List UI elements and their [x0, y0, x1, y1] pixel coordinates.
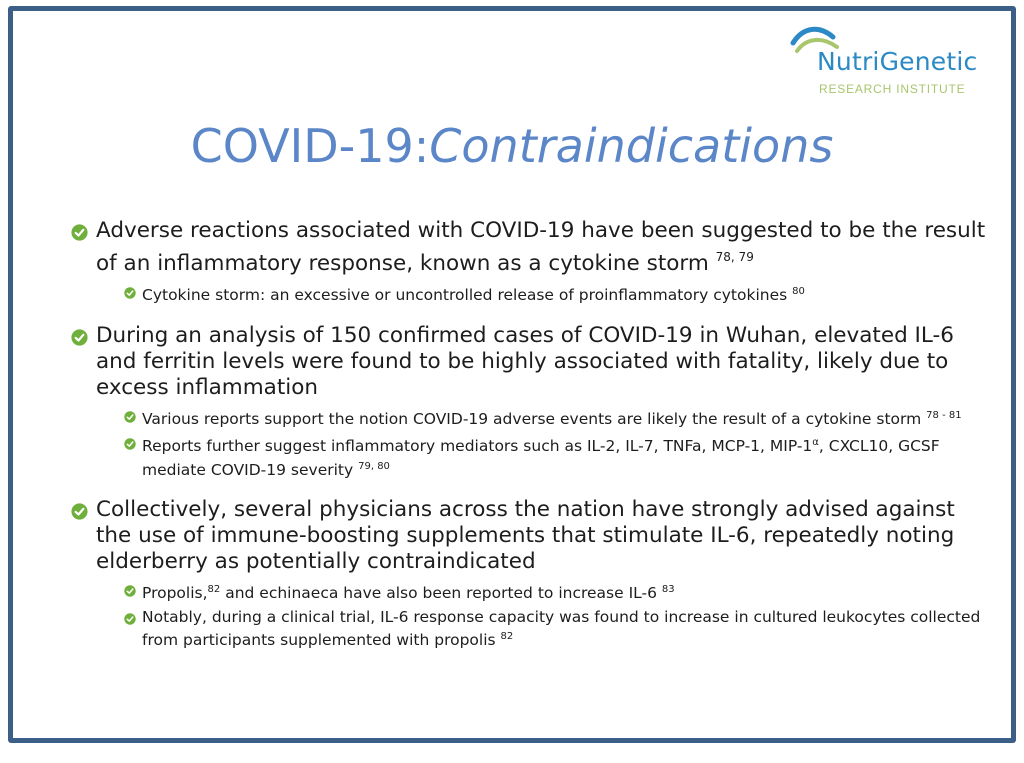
citation-ref: α	[812, 437, 819, 448]
bullet-text: Collectively, several physicians across the nation have strongly advised against the use of immune-boosting supplements that stimulate IL-6, repeatedly noting elderberry as potentially contraindicated	[96, 497, 955, 574]
logo-name: NutriGenetic	[817, 47, 978, 76]
bullet-group	[68, 323, 988, 481]
sub-bullet-item	[124, 406, 988, 430]
sub-bullet-text: Various reports support the notion COVID-19 adverse events are likely the result of a cytokine storm	[142, 409, 927, 428]
citation-ref: 82	[500, 631, 514, 642]
title-emphasis: Contraindications	[429, 119, 834, 173]
check-bullet-icon	[124, 583, 136, 595]
check-bullet-icon	[71, 327, 88, 344]
slide	[8, 6, 1016, 743]
sub-bullet-text: Cytokine storm: an excessive or uncontrolled release of proinflammatory cytokines	[142, 286, 793, 304]
bullet-list	[68, 218, 988, 668]
sub-bullet-text: Propolis,	[142, 584, 208, 602]
citation-ref: 78 - 81	[926, 409, 962, 421]
sub-bullet-list	[124, 406, 988, 481]
citation-ref: 79, 80	[358, 460, 390, 472]
slide-title	[13, 119, 1011, 173]
citation-ref: 82	[207, 584, 221, 595]
sub-bullet-item	[124, 608, 988, 651]
sub-bullet-text: Reports further suggest inflammatory mediators such as IL-2, IL-7, TNFa, MCP-1, MIP-1	[142, 437, 813, 455]
bullet-item	[68, 218, 988, 277]
bullet-item	[68, 497, 988, 575]
title-prefix: COVID-19:	[190, 119, 430, 173]
logo	[789, 21, 989, 106]
check-bullet-icon	[71, 222, 88, 239]
check-bullet-icon	[124, 285, 136, 297]
sub-bullet-list	[124, 580, 988, 651]
sub-bullet-item	[124, 282, 988, 306]
sub-bullet-list	[124, 282, 988, 306]
bullet-text: During an analysis of 150 confirmed cases of COVID-19 in Wuhan, elevated IL-6 and ferritin levels were found to be highly associated with fatality, likely due to excess inflammation	[96, 322, 954, 400]
bullet-text: Adverse reactions associated with COVID-19 have been suggested to be the result of an inflammatory response, known as a cytokine storm	[96, 218, 986, 276]
sub-bullet-item	[124, 433, 988, 480]
sub-bullet-text: Notably, during a clinical trial, IL-6 response capacity was found to increase in cultured leukocytes collected from participants supplemented with propolis	[142, 607, 981, 649]
logo-subtitle: RESEARCH INSTITUTE	[819, 82, 966, 96]
bullet-item	[68, 323, 988, 401]
check-bullet-icon	[71, 501, 88, 518]
check-bullet-icon	[124, 611, 136, 623]
bullet-group	[68, 218, 988, 306]
citation-ref: 78, 79	[715, 250, 754, 264]
bullet-group	[68, 497, 988, 651]
check-bullet-icon	[124, 409, 136, 421]
sub-bullet-text: , CXCL10, GCSF mediate COVID-19 severity	[142, 437, 940, 479]
check-bullet-icon	[124, 436, 136, 448]
sub-bullet-text: and echinaeca have also been reported to increase IL-6	[220, 584, 662, 602]
citation-ref: 83	[661, 584, 675, 595]
citation-ref: 80	[792, 286, 805, 297]
sub-bullet-item	[124, 580, 988, 604]
